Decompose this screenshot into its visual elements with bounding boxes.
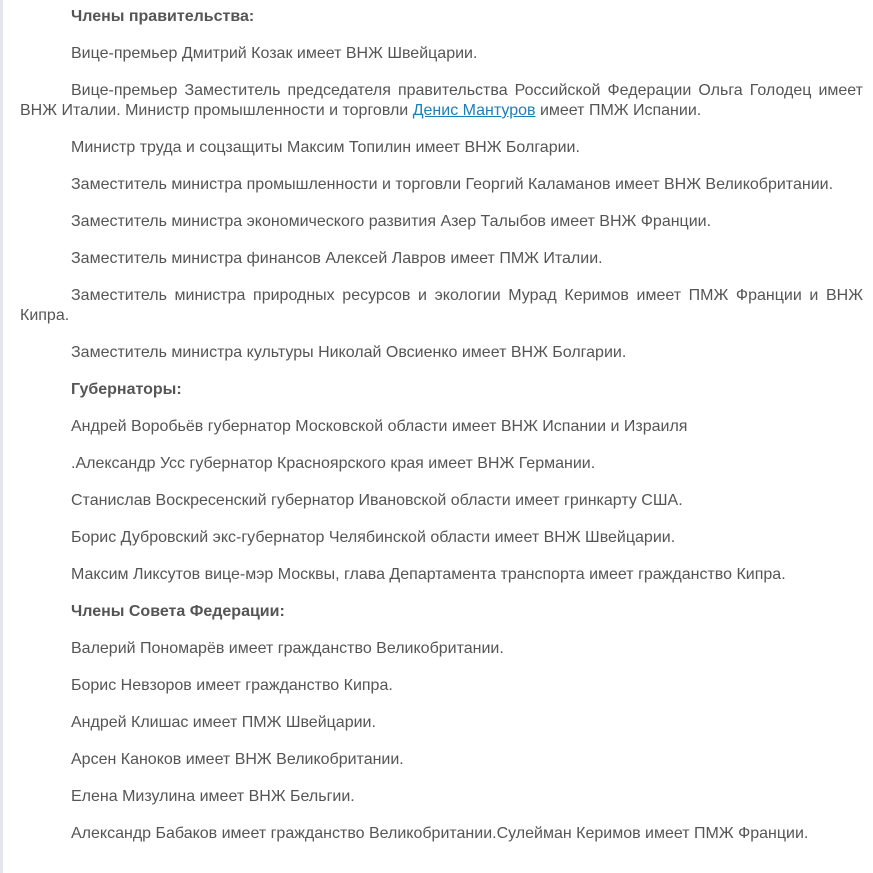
left-border xyxy=(0,0,3,873)
paragraph-ponomaryov: Валерий Пономарёв имеет гражданство Великобритании. xyxy=(71,640,504,657)
section-heading-federation-council: Члены Совета Федерации: xyxy=(71,603,285,620)
paragraph-golodets-text: Вице-премьер Заместитель председателя правительства Российской Федерации Ольга Голодец имеет ВНЖ Италии. Министр промышленности и торговли xyxy=(20,82,863,119)
paragraph-dubrovsky: Борис Дубровский экс-губернатор Челябинской области имеет ВНЖ Швейцарии. xyxy=(71,529,676,546)
paragraph-liksutov: Максим Ликсутов вице-мэр Москвы, глава Департамента транспорта имеет гражданство Кипра. xyxy=(71,566,786,583)
paragraph-kanokov: Арсен Каноков имеет ВНЖ Великобритании. xyxy=(71,751,404,768)
paragraph-kerimov-m: Заместитель министра природных ресурсов и экологии Мурад Керимов имеет ПМЖ Франции и ВНЖ Кипра. xyxy=(20,287,863,324)
paragraph-golodets-tail: имеет ПМЖ Испании. xyxy=(535,102,702,119)
paragraph-lavrov: Заместитель министра финансов Алексей Лавров имеет ПМЖ Италии. xyxy=(71,250,603,267)
paragraph-babakov: Александр Бабаков имеет гражданство Великобритании.Сулейман Керимов имеет ПМЖ Франции. xyxy=(71,825,809,842)
paragraph-kozak: Вице-премьер Дмитрий Козак имеет ВНЖ Швейцарии. xyxy=(71,45,478,62)
section-heading-government: Члены правительства: xyxy=(71,8,255,25)
paragraph-topilin: Министр труда и соцзащиты Максим Топилин имеет ВНЖ Болгарии. xyxy=(71,139,580,156)
paragraph-ovsienko: Заместитель министра культуры Николай Овсиенко имеет ВНЖ Болгарии. xyxy=(71,344,627,361)
link-manturov[interactable]: Денис Мантуров xyxy=(412,102,536,119)
paragraph-talybov: Заместитель министра экономического развития Азер Талыбов имеет ВНЖ Франции. xyxy=(71,213,712,230)
paragraph-klishas: Андрей Клишас имеет ПМЖ Швейцарии. xyxy=(71,714,376,731)
paragraph-kalamanov: Заместитель министра промышленности и торговли Георгий Каламанов имеет ВНЖ Великобритании. xyxy=(71,176,834,193)
paragraph-uss: .Александр Усс губернатор Красноярского края имеет ВНЖ Германии. xyxy=(71,455,596,472)
paragraph-voskresensky: Станислав Воскресенский губернатор Ивановской области имеет гринкарту США. xyxy=(71,492,683,509)
paragraph-golodets xyxy=(20,81,863,121)
paragraph-nevzorov: Борис Невзоров имеет гражданство Кипра. xyxy=(71,677,393,694)
article-body xyxy=(20,7,863,861)
paragraph-mizulina: Елена Мизулина имеет ВНЖ Бельгии. xyxy=(71,788,355,805)
paragraph-vorobyov: Андрей Воробьёв губернатор Московской области имеет ВНЖ Испании и Израиля xyxy=(71,418,688,435)
section-heading-governors: Губернаторы: xyxy=(71,381,182,398)
